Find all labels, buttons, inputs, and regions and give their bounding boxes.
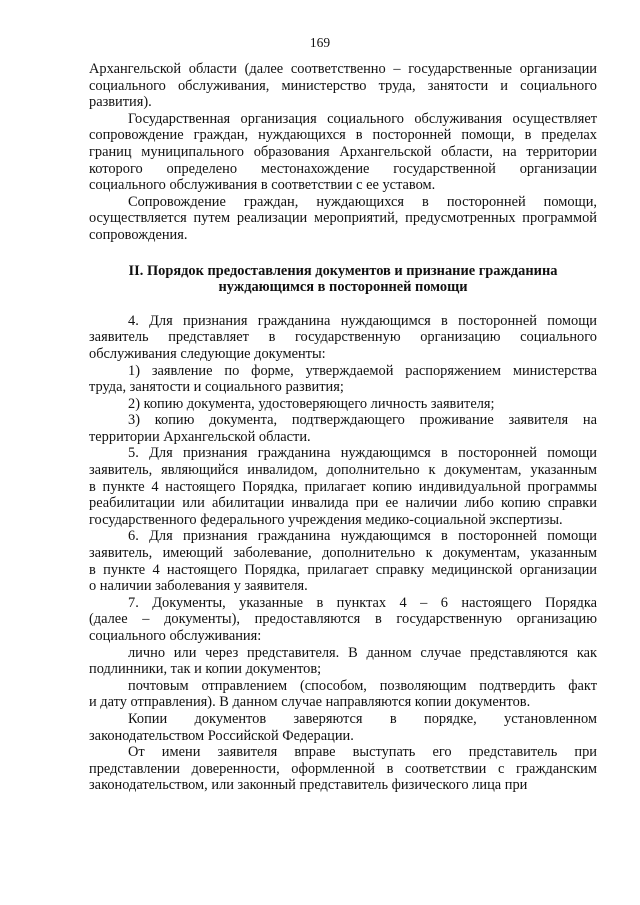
paragraph-line: в пункте 4 настоящего Порядка, прилагает копию индивидуальной программы [89,478,597,495]
paragraph-line: в пункте 4 настоящего Порядка, прилагает справку медицинской организации [89,561,597,578]
page-number: 169 [309,35,331,50]
paragraph-line: социального обслуживания в соответствии с ее уставом. [89,177,436,194]
paragraph-line: законодательством, или законный представитель физического лица при [89,777,528,794]
paragraph-line: 1) заявление по форме, утверждаемой распоряжением министерства [128,362,597,379]
paragraph-line: почтовым отправлением (способом, позволяющим подтвердить факт [128,677,597,694]
paragraph-line: сопровождение граждан, нуждающихся в посторонней помощи, в пределах [89,127,597,144]
paragraph-line: заявитель, имеющий заболевание, дополнительно к документам, указанным [89,545,597,562]
paragraph-line: обслуживания следующие документы: [89,345,326,362]
paragraph-line: труда, занятости и социального развития; [89,379,344,396]
paragraph-line: Государственная организация социального обслуживания осуществляет [128,110,597,127]
intro-paragraphs [89,61,597,244]
section-heading-line-2: нуждающимся в посторонней помощи [218,279,468,296]
paragraph-line: осуществляется путем реализации мероприятий, предусмотренных программой [89,210,597,227]
paragraph-line: о наличии заболевания у заявителя. [89,578,308,595]
paragraph-line: территории Архангельской области. [89,428,311,445]
paragraph-line: которого определено местонахождение государственной организации [89,160,597,177]
paragraph-line: (далее – документы), предоставляются в государственную организацию [89,611,597,628]
paragraph-line: Копии документов заверяются в порядке, установленном [128,710,597,727]
paragraph-line: законодательством Российской Федерации. [89,727,354,744]
paragraph-line: 7. Документы, указанные в пунктах 4 – 6 настоящего Порядка [128,594,597,611]
document-body [89,61,597,794]
paragraph-line: Сопровождение граждан, нуждающихся в посторонней помощи, [128,193,597,210]
paragraph-line: представлении доверенности, оформленной в соответствии с гражданским [89,760,597,777]
paragraph-line: 6. Для признания гражданина нуждающимся в посторонней помощи [128,528,597,545]
paragraph-line: реабилитации или абилитации инвалида при ее наличии либо копию справки [89,495,597,512]
paragraph-line: сопровождения. [89,226,188,243]
section-paragraphs [89,313,597,794]
paragraph-line: государственного федерального учреждения медико-социальной экспертизы. [89,511,563,528]
paragraph-line: Архангельской области (далее соответственно – государственные организации [89,61,597,77]
paragraph-line: 4. Для признания гражданина нуждающимся в посторонней помощи [128,312,597,329]
paragraph-line: заявитель представляет в государственную организацию социального [89,329,597,346]
paragraph-line: 3) копию документа, подтверждающего проживание заявителя на [128,412,597,429]
paragraph-line: 5. Для признания гражданина нуждающимся в посторонней помощи [128,445,597,462]
paragraph-line: От имени заявителя вправе выступать его представитель при [128,744,597,761]
paragraph-line: лично или через представителя. В данном случае представляются как [128,644,597,661]
paragraph-line: 2) копию документа, удостоверяющего личность заявителя; [128,395,495,412]
paragraph-line: и дату отправления). В данном случае направляются копии документов. [89,694,531,711]
paragraph-line: заявитель, являющийся инвалидом, дополнительно к документам, указанным [89,462,597,479]
paragraph-line: границ муниципального образования Архангельской области, на территории [89,143,597,160]
paragraph-line: социального обслуживания: [89,628,262,644]
paragraph-line: развития). [89,94,152,111]
section-heading-line-1: II. Порядок предоставления документов и признание гражданина [128,262,558,279]
paragraph-line: социального обслуживания, министерство труда, занятости и социального [89,77,597,94]
paragraph-line: подлинники, так и копии документов; [89,661,322,678]
